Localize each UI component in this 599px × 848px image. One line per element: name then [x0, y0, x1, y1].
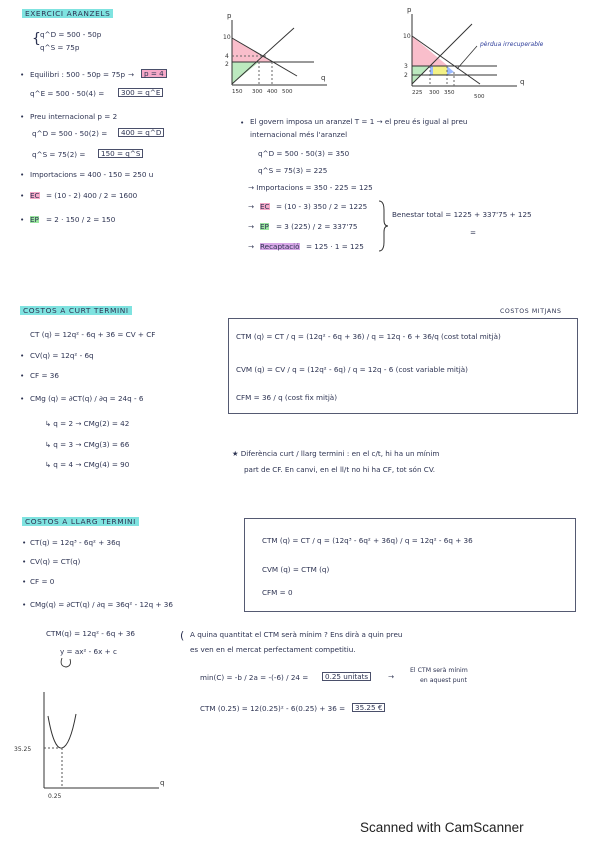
y-axis-label: p [407, 6, 412, 14]
tariff-line2: internacional més l'aranzel [250, 130, 348, 139]
min-note2: en aquest punt [420, 677, 467, 684]
ctm-graph [14, 688, 184, 806]
bullet: • [240, 118, 245, 127]
benestar-equals: = [470, 228, 477, 237]
tariff-rec-formula: = 125 · 1 = 125 [306, 242, 364, 251]
benestar-total: Benestar total = 1225 + 337'75 + 125 [392, 210, 532, 219]
cmg-q4: ↳ q = 4 → CMg(4) = 90 [45, 460, 130, 469]
preu-internacional: Preu internacional p = 2 [30, 112, 118, 121]
equilibrium-quantity-box: 300 = q^E [118, 88, 163, 97]
bullet: • [22, 538, 27, 547]
x-label-500: 500 [474, 94, 485, 100]
section-title-llarg-termini: COSTOS A LLARG TERMINI [22, 517, 139, 526]
ep-label: EP [30, 215, 39, 224]
cmg-long: CMg(q) = ∂CT(q) / ∂q = 36q² - 12q + 36 [30, 600, 173, 609]
tariff-importacions: → Importacions = 350 - 225 = 125 [248, 183, 373, 192]
section-title-aranzels: EXERCICI ARANZELS [22, 9, 113, 18]
equilibri-text: Equilibri : 500 - 50p = 75p [30, 70, 126, 79]
scanner-watermark: Scanned with CamScanner [360, 820, 524, 835]
ctm-short: CTM (q) = CT / q = (12q² - 6q + 36) / q = 12q - 6 + 36/q (cost total mitjà) [236, 332, 501, 341]
tariff-line1: El govern imposa un aranzel T = 1 → el preu és igual al preu [250, 117, 468, 126]
cvm-short: CVM (q) = CV / q = (12q² - 6q) / q = 12q - 6 (cost variable mitjà) [236, 365, 468, 374]
tariff-graph [402, 6, 552, 100]
cmg-short: CMg (q) = ∂CT(q) / ∂q = 24q - 6 [30, 394, 144, 403]
qs-box: 150 = q^S [98, 149, 143, 158]
y-label-4: 4 [225, 53, 229, 60]
supply-eq: q^S = 75p [40, 43, 80, 52]
bullet: • [22, 600, 27, 609]
ct-long: CT(q) = 12q³ - 6q² + 36q [30, 538, 121, 547]
tariff-ec-label: EC [260, 202, 270, 211]
x-axis-label: q [520, 78, 525, 86]
question-line1: A quina quantitat el CTM serà mínim ? Ens dirà a quin preu [190, 630, 403, 639]
brace: { [32, 31, 41, 47]
x-label-400: 400 [267, 89, 278, 95]
ec-label: EC [30, 191, 40, 200]
ep-formula: = 2 · 150 / 2 = 150 [46, 215, 116, 224]
free-trade-graph [222, 12, 342, 95]
diff-line1: ★ Diferència curt / llarg termini : en el c/t, hi ha un mínim [232, 449, 440, 458]
cv-short: CV(q) = 12q² - 6q [30, 351, 94, 360]
tariff-qs: q^S = 75(3) = 225 [258, 166, 328, 175]
cv-long: CV(q) = CT(q) [30, 557, 81, 566]
quadratic-note: y = ax² - 6x + c [60, 647, 117, 656]
bullet: • [22, 577, 27, 586]
y-label-10: 10 [223, 34, 231, 41]
bracket: ( [180, 629, 185, 642]
question-line2: es ven en el mercat perfectament competitiu. [190, 645, 356, 654]
bullet: • [20, 351, 25, 360]
right-brace [378, 200, 388, 252]
x-label-350: 350 [444, 90, 455, 96]
min-result-box: 0.25 unitats [322, 672, 371, 681]
cfm-long: CFM = 0 [262, 588, 293, 597]
cf-long: CF = 0 [30, 577, 55, 586]
ctm-long: CTM (q) = CT / q = (12q³ - 6q² + 36q) / q = 12q² - 6q + 36 [262, 536, 473, 545]
tariff-ec-formula: = (10 - 3) 350 / 2 = 1225 [276, 202, 368, 211]
x-axis-label: q [160, 779, 165, 787]
deadweight-loss-label: pèrdua irrecuperable [480, 41, 544, 48]
cfm-short: CFM = 36 / q (cost fix mitjà) [236, 393, 338, 402]
bullet: • [20, 191, 25, 200]
section-title-curt-termini: COSTOS A CURT TERMINI [20, 306, 132, 315]
ct-short: CT (q) = 12q² - 6q + 36 = CV + CF [30, 330, 156, 339]
arrow: → [248, 202, 255, 211]
y-label-2: 2 [225, 61, 229, 68]
y-axis-label: p [227, 12, 232, 20]
x-label-300: 300 [252, 89, 263, 95]
ctm-note: CTM(q) = 12q² - 6q + 36 [46, 629, 135, 638]
arrow: → [128, 70, 135, 79]
bullet: • [20, 170, 25, 179]
curl-mark [58, 656, 74, 670]
cf-short: CF = 36 [30, 371, 59, 380]
bullet: • [20, 70, 25, 79]
ctm-eval: CTM (0.25) = 12(0.25)² - 6(0.25) + 36 = [200, 704, 346, 713]
bullet: • [20, 394, 25, 403]
min-note1: El CTM serà mínim [410, 667, 468, 674]
costos-mitjans-title: COSTOS MITJANS [500, 308, 562, 315]
diff-line2: part de CF. En canvi, en el ll/t no hi ha CF, tot són CV. [244, 465, 436, 474]
cmg-q3: ↳ q = 3 → CMg(3) = 66 [45, 440, 130, 449]
x-value-label: 0.25 [48, 793, 62, 800]
x-label-300: 300 [429, 90, 440, 96]
tariff-ep-label: EP [260, 222, 269, 231]
tariff-qd: q^D = 500 - 50(3) = 350 [258, 149, 350, 158]
qd-box: 400 = q^D [118, 128, 164, 137]
y-label-2: 2 [404, 72, 408, 79]
min-formula: min(C) = -b / 2a = -(-6) / 24 = [200, 673, 309, 682]
equilibrium-quantity-text: q^E = 500 - 50(4) = [30, 89, 105, 98]
x-label-225: 225 [412, 90, 423, 96]
equilibrium-price-box: p = 4 [141, 69, 167, 78]
importacions: Importacions = 400 - 150 = 250 u [30, 170, 154, 179]
y-value-label: 35.25 [14, 746, 32, 753]
qs-text: q^S = 75(2) = [32, 150, 86, 159]
y-label-10: 10 [403, 33, 411, 40]
bullet: • [20, 215, 25, 224]
demand-eq: q^D = 500 - 50p [40, 30, 102, 39]
arrow: → [248, 242, 255, 251]
arrow: → [388, 672, 395, 681]
arrow: → [248, 222, 255, 231]
x-label-150: 150 [232, 89, 243, 95]
x-label-500: 500 [282, 89, 293, 95]
bullet: • [20, 371, 25, 380]
bullet: • [20, 112, 25, 121]
tariff-ep-formula: = 3 (225) / 2 = 337'75 [276, 222, 358, 231]
x-axis-label: q [321, 74, 326, 82]
bullet: • [22, 557, 27, 566]
qd-text: q^D = 500 - 50(2) = [32, 129, 108, 138]
cmg-q2: ↳ q = 2 → CMg(2) = 42 [45, 419, 130, 428]
ctm-eval-box: 35.25 € [352, 703, 385, 712]
cvm-long: CVM (q) = CTM (q) [262, 565, 330, 574]
tariff-rec-label: Recaptació [260, 242, 300, 251]
ec-formula: = (10 - 2) 400 / 2 = 1600 [46, 191, 138, 200]
y-label-3: 3 [404, 63, 408, 70]
